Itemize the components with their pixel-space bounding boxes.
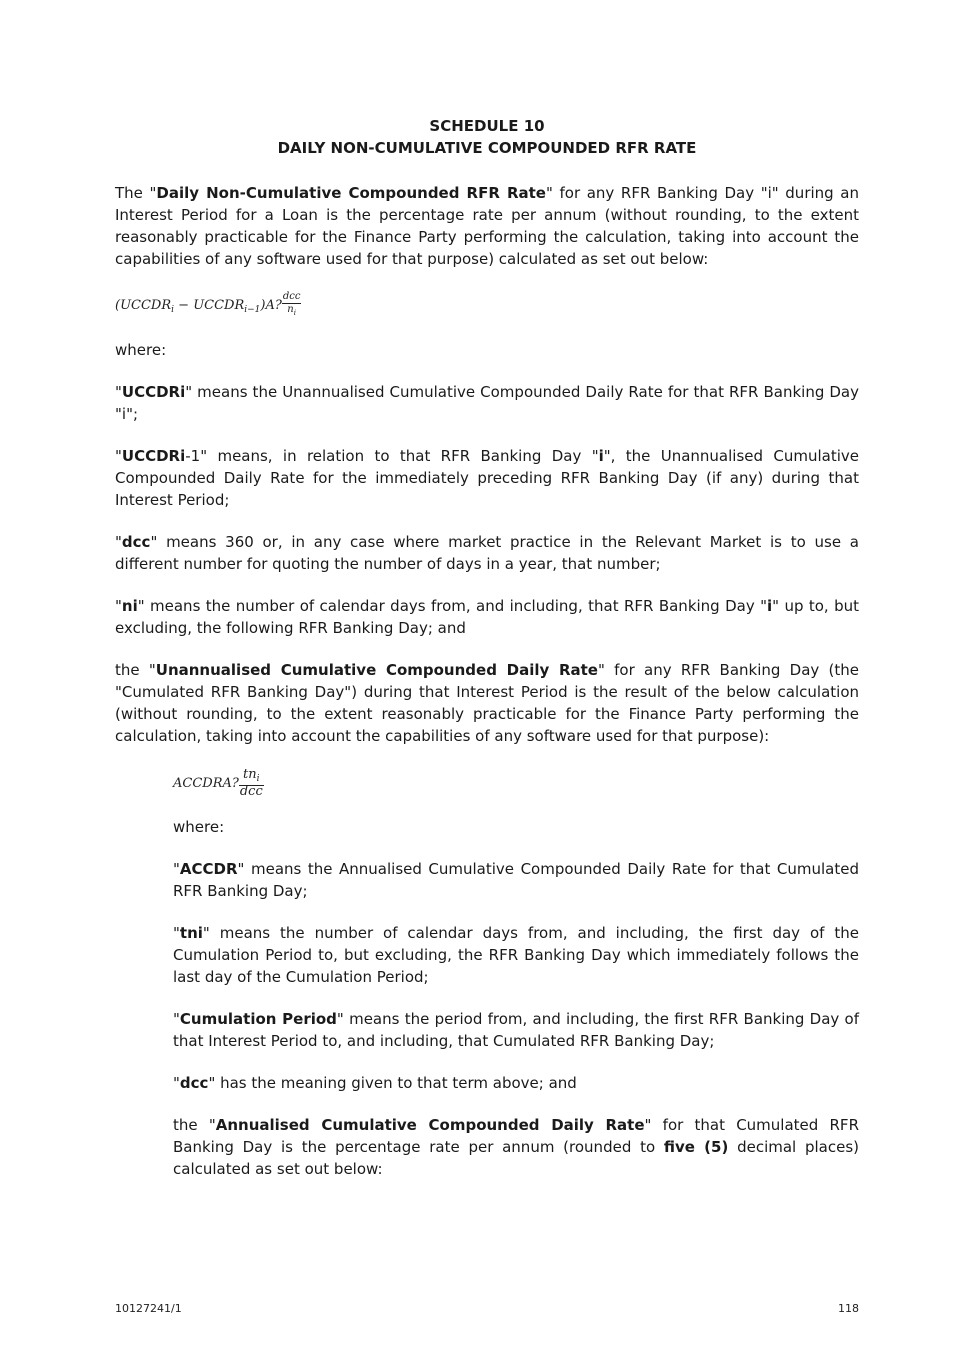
- definition-uccdri: "UCCDRi" means the Unannualised Cumulative Compounded Daily Rate for that RFR Banking Day "i";: [115, 383, 859, 423]
- document-page: [115, 115, 859, 1180]
- definition-uccdri-1: "UCCDRi-1" means, in relation to that RFR Banking Day "i", the Unannualised Cumulative Compounded Daily Rate for the immediately preceding RFR Banking Day (if any) during that Interest Period;: [115, 447, 859, 509]
- document-reference: 10127241/1: [115, 1302, 182, 1315]
- where-label: where:: [115, 341, 167, 359]
- where-label-2: where:: [173, 818, 225, 836]
- intro-paragraph: The "Daily Non-Cumulative Compounded RFR Rate" for any RFR Banking Day "i" during an Interest Period for a Loan is the percentage rate per annum (without rounding, to the extent reasonably practicable for the Finance Party performing the calculation, taking into account the capabilities of any software used for that purpose) calculated as set out below:: [115, 184, 859, 268]
- formula-daily-rate: ($UCCDR_i$ − $UCCDR_{i-1})A$? $\frac{\text{dcc}}{n_i}$: [115, 291, 301, 317]
- definition-cumulation-period: "Cumulation Period" means the period from, and including, the first RFR Banking Day of that Interest Period to, and including, that Cumulated RFR Banking Day;: [173, 1010, 859, 1050]
- definition-dcc: "dcc" means 360 or, in any case where market practice in the Relevant Market is to use a different number for quoting the number of days in a year, that number;: [115, 533, 859, 573]
- defined-term: Daily Non-Cumulative Compounded RFR Rate: [156, 184, 546, 202]
- formula-unannualised-rate: ACCDRA? $\frac{tn_i}{\text{dcc}}$: [173, 767, 263, 799]
- definition-unannualised-rate: the "Unannualised Cumulative Compounded Daily Rate" for any RFR Banking Day (the "Cumulated RFR Banking Day") during that Interest Period is the result of the below calculation (without rounding, to the extent reasonably practicable for the Finance Party performing the calculation, taking into account the capabilities of any software used for that purpose):: [115, 661, 859, 745]
- definition-tni: "tni" means the number of calendar days from, and including, the first day of the Cumulation Period to, but excluding, the RFR Banking Day which immediately follows the last day of the Cumulation Period;: [173, 924, 859, 986]
- page-number: 118: [838, 1302, 859, 1315]
- definition-accdr: "ACCDR" means the Annualised Cumulative Compounded Daily Rate for that Cumulated RFR Banking Day;: [173, 860, 859, 900]
- definition-ni: "ni" means the number of calendar days from, and including, that RFR Banking Day "i" up to, but excluding, the following RFR Banking Day; and: [115, 597, 859, 637]
- schedule-title: DAILY NON-CUMULATIVE COMPOUNDED RFR RATE: [277, 139, 697, 157]
- schedule-number: SCHEDULE 10: [429, 117, 545, 135]
- definition-annualised-rate: the "Annualised Cumulative Compounded Daily Rate" for that Cumulated RFR Banking Day is the percentage rate per annum (rounded to five (5) decimal places) calculated as set out below:: [173, 1116, 859, 1178]
- definition-dcc-reference: "dcc" has the meaning given to that term above; and: [173, 1074, 577, 1092]
